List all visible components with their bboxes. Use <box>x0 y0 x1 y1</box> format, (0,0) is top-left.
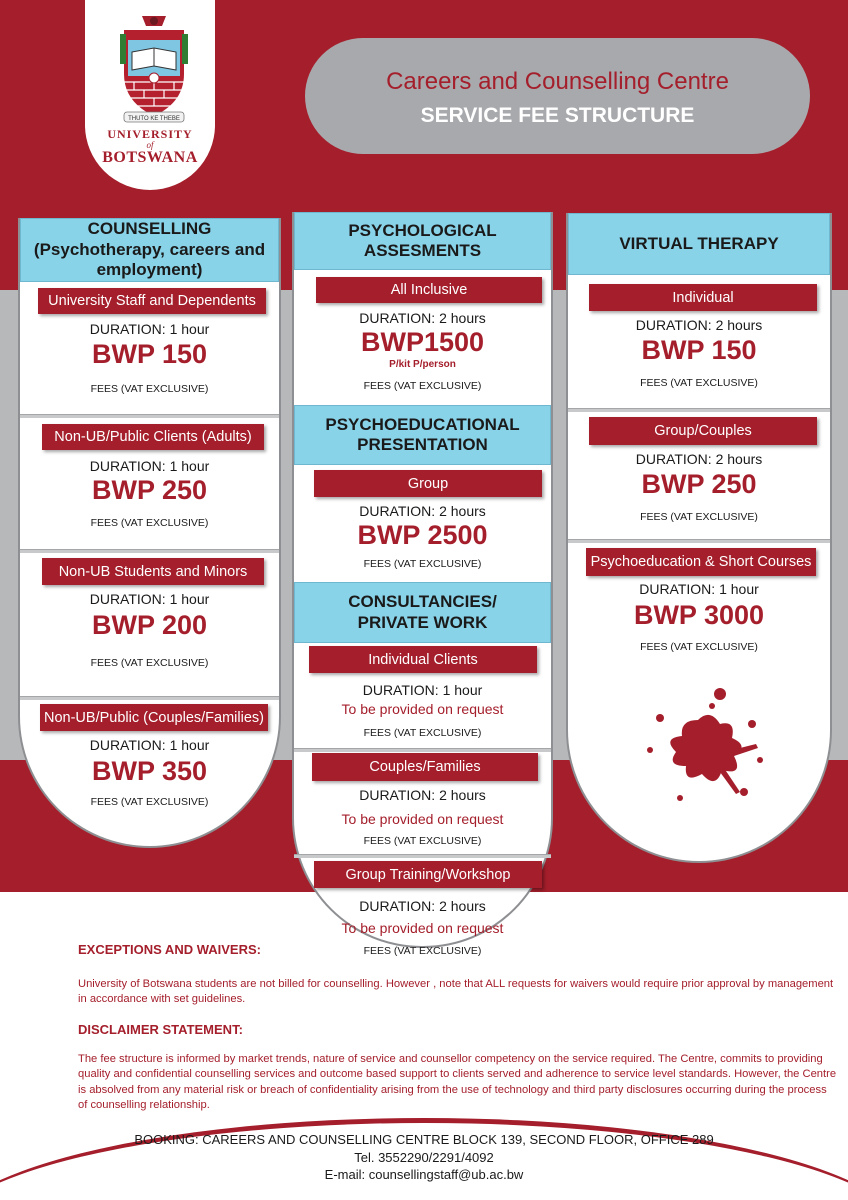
price-text: BWP 250 <box>641 469 757 499</box>
divider <box>20 696 279 700</box>
university-crest-icon <box>120 12 188 124</box>
divider <box>294 748 551 752</box>
fees-note: FEES (VAT EXCLUSIVE) <box>90 517 209 529</box>
divider <box>568 408 830 412</box>
duration-text: DURATION: 1 hour <box>639 581 759 597</box>
fees-note: FEES (VAT EXCLUSIVE) <box>90 657 209 669</box>
price-text: BWP 350 <box>91 756 208 786</box>
counselling-item-label: Non-UB/Public (Couples/Families) <box>40 704 268 731</box>
booking-email[interactable]: E-mail: counsellingstaff@ub.ac.bw <box>324 1167 524 1183</box>
motto-text: THUTO KE THEBE <box>128 116 180 122</box>
fees-note: FEES (VAT EXCLUSIVE) <box>363 835 482 847</box>
price-text: BWP 200 <box>91 610 208 640</box>
fees-note: FEES (VAT EXCLUSIVE) <box>363 727 482 739</box>
title-pill <box>305 38 810 154</box>
disclaimer-heading: DISCLAIMER STATEMENT: <box>78 1022 243 1037</box>
virtual-therapy-heading: VIRTUAL THERAPY <box>568 213 830 275</box>
duration-text: DURATION: 1 hour <box>362 682 483 698</box>
duration-text: DURATION: 1 hour <box>89 458 210 474</box>
duration-text: DURATION: 2 hours <box>359 787 486 803</box>
divider <box>568 539 830 543</box>
consultancy-item-label: Individual Clients <box>309 646 537 673</box>
counselling-column <box>18 218 281 848</box>
request-note: To be provided on request <box>341 701 504 717</box>
duration-text: DURATION: 1 hour <box>89 321 210 337</box>
disclaimer-text: The fee structure is informed by market trends, nature of service and counsellor competency on the service required. The Centre, commits to providing quality and confidential counselling services and outcome based support to clients served and adherence to service level standards. However, the Centre is absolved from any material risk or breach of confidentiality arising from the use of technology and third party disclosures occurring during the process of counselling relationship. <box>78 1053 837 1112</box>
duration-text: DURATION: 2 hours <box>359 898 486 914</box>
counselling-item-label: University Staff and Dependents <box>38 288 266 314</box>
counselling-heading: COUNSELLING (Psychotherapy, careers and employment) <box>20 218 279 282</box>
consultancy-item-label: Couples/Families <box>312 753 538 781</box>
virtual-item-label: Individual <box>589 284 817 311</box>
price-text: BWP 150 <box>91 339 208 369</box>
duration-text: DURATION: 2 hours <box>635 451 763 467</box>
consultancies-heading: CONSULTANCIES/ PRIVATE WORK <box>294 582 551 643</box>
fees-note: FEES (VAT EXCLUSIVE) <box>640 377 758 389</box>
booking-address: BOOKING: CAREERS AND COUNSELLING CENTRE BLOCK 139, SECOND FLOOR, OFFICE 289 <box>134 1132 714 1147</box>
counselling-item-label: Non-UB/Public Clients (Adults) <box>42 424 264 450</box>
duration-text: DURATION: 2 hours <box>635 317 763 333</box>
fees-note: FEES (VAT EXCLUSIVE) <box>363 945 482 957</box>
duration-text: DURATION: 1 hour <box>89 737 210 753</box>
duration-text: DURATION: 2 hours <box>359 503 486 519</box>
fees-note: FEES (VAT EXCLUSIVE) <box>640 511 758 523</box>
duration-text: DURATION: 1 hour <box>89 591 210 607</box>
page-title: Careers and Counselling Centre <box>386 68 729 95</box>
price-text: BWP 3000 <box>633 600 765 630</box>
virtual-item-label: Group/Couples <box>589 417 817 445</box>
booking-info <box>0 1131 848 1184</box>
price-text: BWP 250 <box>91 475 208 505</box>
fees-note: FEES (VAT EXCLUSIVE) <box>90 383 209 395</box>
consultancy-item-label: Group Training/Workshop <box>314 861 542 888</box>
fees-note: FEES (VAT EXCLUSIVE) <box>363 380 482 392</box>
psychoeducational-heading: PSYCHOEDUCATIONAL PRESENTATION <box>294 405 551 465</box>
price-unit-note: P/kit P/person <box>389 359 456 370</box>
request-note: To be provided on request <box>341 811 504 827</box>
divider <box>294 854 551 858</box>
assessments-column <box>292 212 553 957</box>
assessments-heading: PSYCHOLOGICAL ASSESMENTS <box>294 212 551 270</box>
psychoeducational-item-label: Group <box>314 470 542 497</box>
exceptions-heading: EXCEPTIONS AND WAIVERS: <box>78 942 261 957</box>
fees-note: FEES (VAT EXCLUSIVE) <box>90 796 209 808</box>
price-text: BWP 150 <box>641 335 757 365</box>
divider <box>20 414 279 418</box>
fees-note: FEES (VAT EXCLUSIVE) <box>363 558 482 570</box>
university-name: UNIVERSITY of BOTSWANA <box>102 127 198 167</box>
fees-note: FEES (VAT EXCLUSIVE) <box>640 641 758 653</box>
exceptions-text: University of Botswana students are not billed for counselling. However , note that ALL requests for waivers would require prior approval by management in accordance with set guidelines. <box>78 978 834 1006</box>
price-text: BWP 2500 <box>357 520 488 550</box>
duration-text: DURATION: 2 hours <box>359 310 486 326</box>
ink-splat-icon <box>640 680 770 810</box>
divider <box>20 549 279 553</box>
price-text: BWP1500 <box>360 327 485 357</box>
booking-phone: Tel. 3552290/2291/4092 <box>354 1149 494 1165</box>
counselling-item-label: Non-UB Students and Minors <box>42 558 264 585</box>
page-subtitle: SERVICE FEE STRUCTURE <box>420 104 695 127</box>
assessment-item-label: All Inclusive <box>316 277 542 303</box>
virtual-item-label: Psychoeducation & Short Courses <box>586 548 816 576</box>
request-note: To be provided on request <box>341 920 504 936</box>
